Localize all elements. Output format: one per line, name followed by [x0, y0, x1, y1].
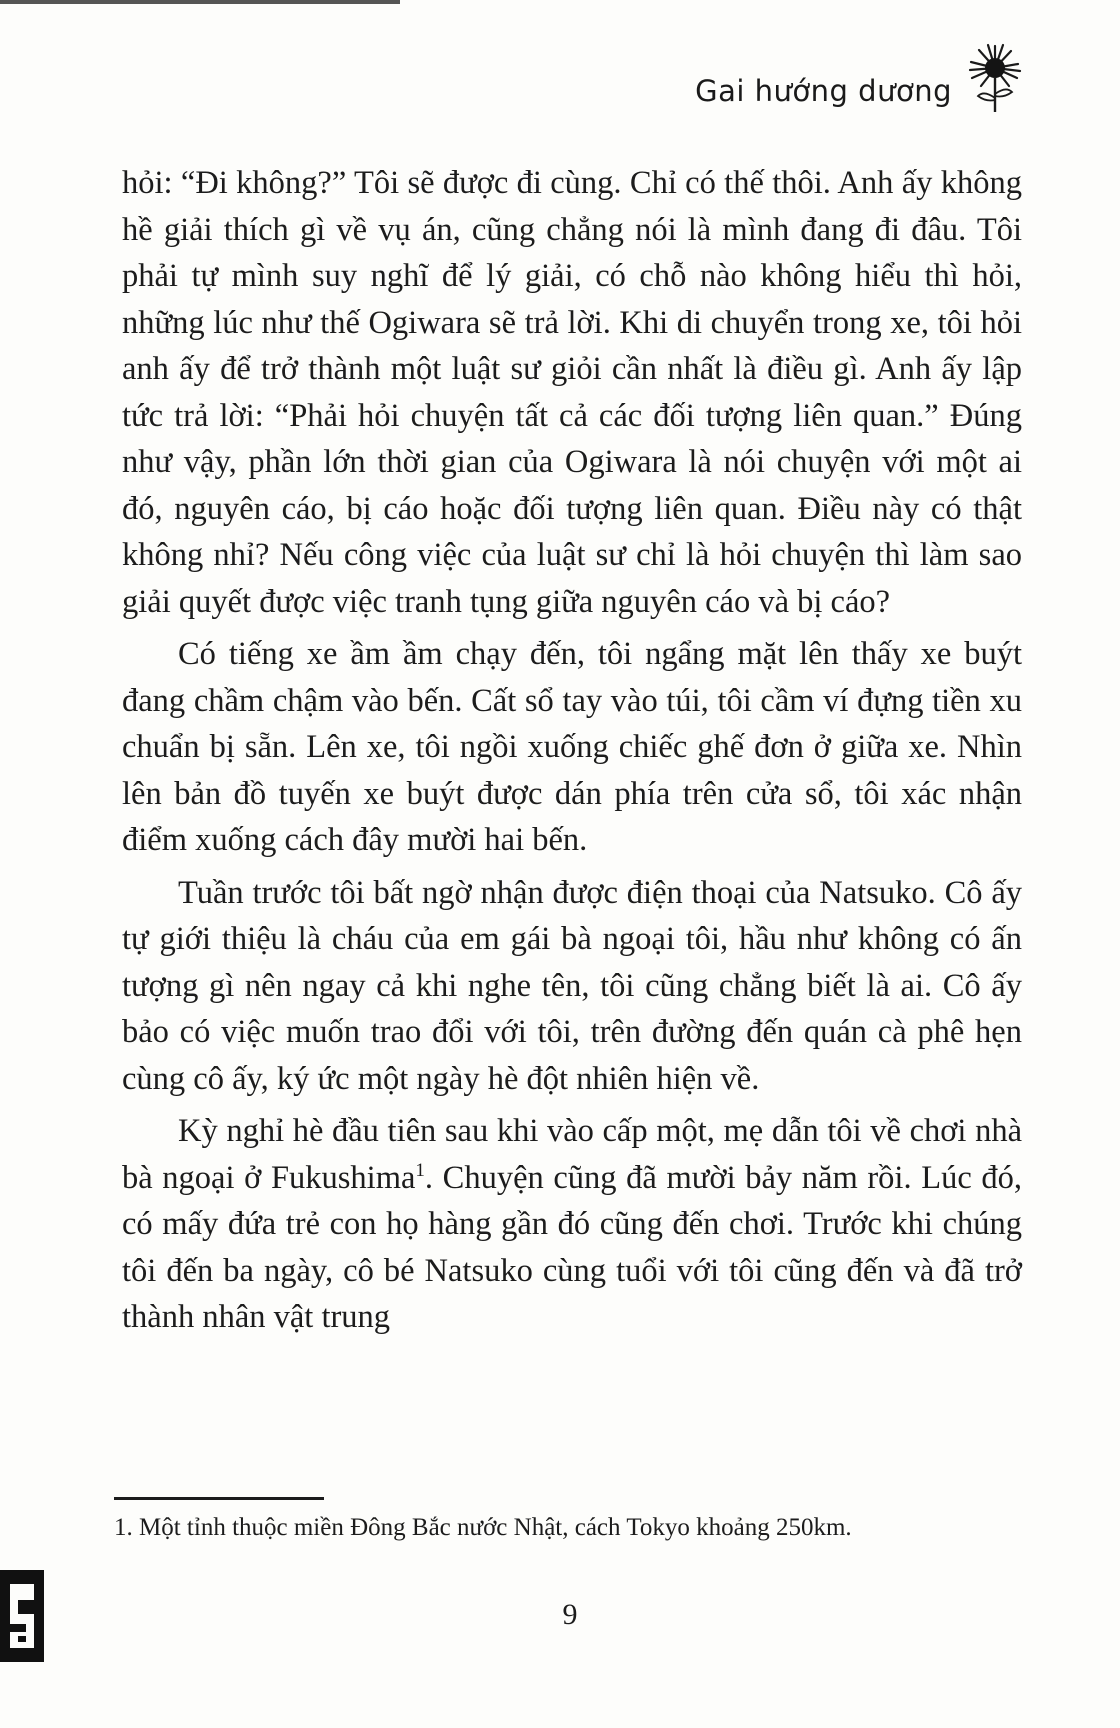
- paragraph-3: Tuần trước tôi bất ngờ nhận được điện thoại của Natsuko. Cô ấy tự giới thiệu là cháu của em gái bà ngoại tôi, hầu như không có ấn tượng gì nên ngay cả khi nghe tên, tôi cũng chẳng biết là ai. Cô ấy bảo có việc muốn trao đổi với tôi, trên đường đến quán cà phê hẹn cùng cô ấy, ký ức một ngày hè đột nhiên hiện về.: [122, 874, 1022, 1097]
- page-top-edge: [0, 0, 400, 4]
- running-header: [695, 40, 1028, 114]
- paragraph-2: Có tiếng xe ầm ầm chạy đến, tôi ngẩng mặt lên thấy xe buýt đang chầm chậm vào bến. Cất sổ tay vào túi, tôi cầm ví đựng tiền xu chuẩn bị sẵn. Lên xe, tôi ngồi xuống chiếc ghế đơn ở giữa xe. Nhìn lên bản đồ tuyến xe buýt được dán phía trên cửa sổ, tôi xác nhận điểm xuống cách đây mười hai bến.: [122, 636, 1022, 858]
- paragraph-1: hỏi: “Đi không?” Tôi sẽ được đi cùng. Chỉ có thế thôi. Anh ấy không hề giải thích gì về vụ án, cũng chẳng nói là mình đang đi đâu. Tôi phải tự mình suy nghĩ để lý giải, có chỗ nào không hiểu thì hỏi, những lúc như thế Ogiwara sẽ trả lời. Khi di chuyển trong xe, tôi hỏi anh ấy để trở thành một luật sư giỏi cần nhất là điều gì. Anh ấy lập tức trả lời: “Phải hỏi chuyện tất cả các đối tượng liên quan.” Đúng như vậy, phần lớn thời gian của Ogiwara là nói chuyện với một ai đó, nguyên cáo, bị cáo hoặc đối tượng liên quan. Điều này có thật không nhỉ? Nếu công việc của luật sư chỉ là hỏi chuyện thì làm sao giải quyết được việc tranh tụng giữa nguyên cáo và bị cáo?: [122, 165, 1022, 620]
- footnote: 1. Một tỉnh thuộc miền Đông Bắc nước Nhật, cách Tokyo khoảng 250km.: [114, 1514, 852, 1541]
- paragraph-4-start: Kỳ nghỉ hè đầu tiên sau khi vào cấp một, mẹ dẫn tôi về chơi nhà bà ngoại ở Fukushima: [122, 1113, 1022, 1196]
- corner-ornament-icon: [0, 1570, 50, 1662]
- book-title: Gai hướng dương: [695, 74, 952, 108]
- page-number: 9: [562, 1598, 578, 1631]
- paragraph-4-end: . Chuyện cũng đã mười bảy năm rồi. Lúc đó, có mấy đứa trẻ con họ hàng gần đó cũng đến chơi. Trước khi chúng tôi đến ba ngày, cô bé Natsuko cùng tuổi với tôi cũng đến và đã trở thành nhân vật trung: [122, 1159, 1022, 1335]
- sunflower-icon: [962, 40, 1028, 114]
- paragraph-4: [122, 1108, 1022, 1341]
- body-text: [122, 160, 1022, 1341]
- footnote-reference[interactable]: 1: [415, 1159, 425, 1181]
- footnote-divider: [114, 1497, 324, 1500]
